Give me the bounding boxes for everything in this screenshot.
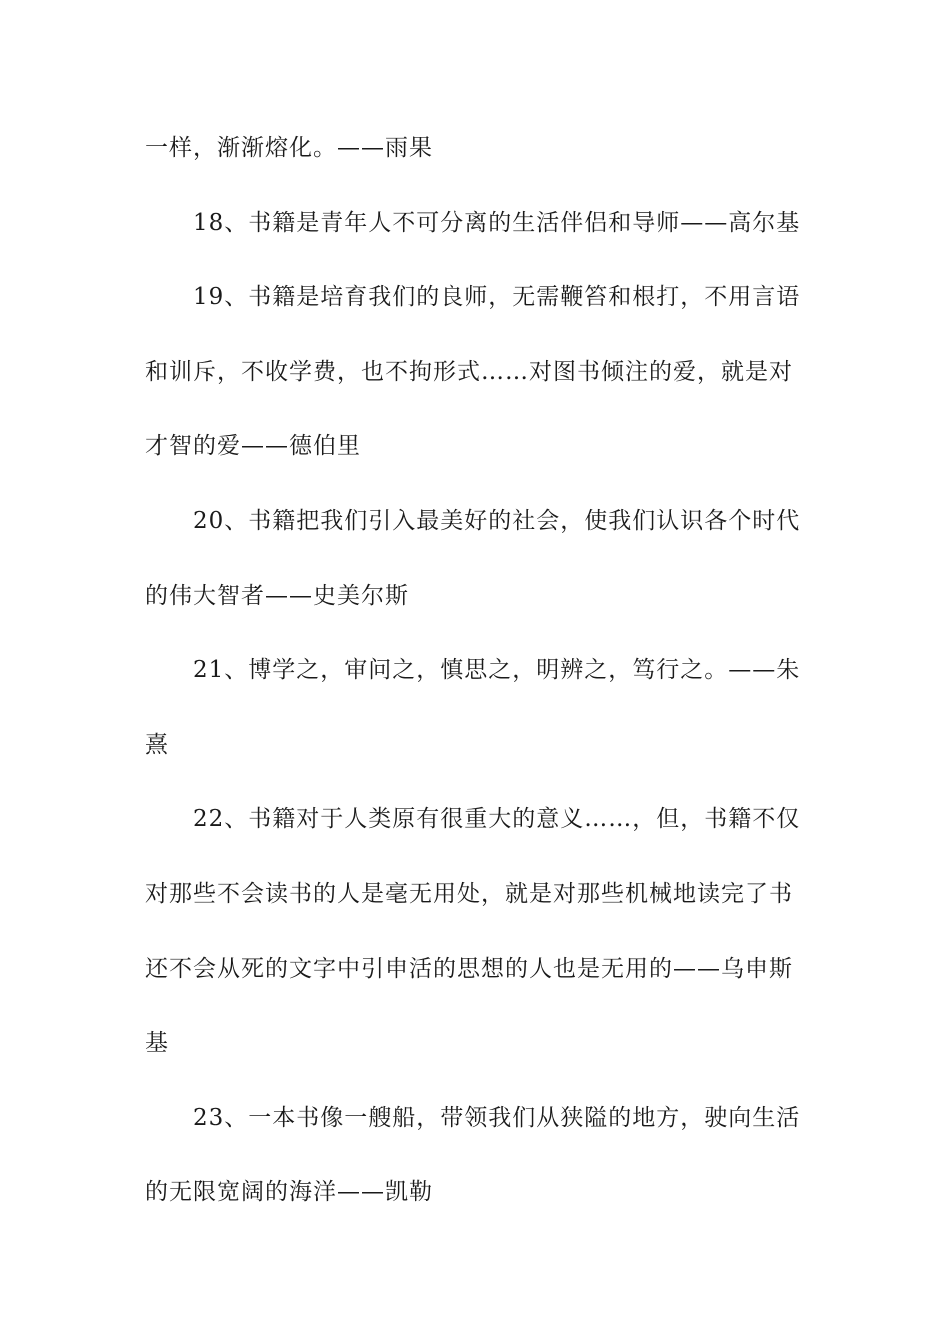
text-line: 一样，渐渐熔化。——雨果 (145, 135, 433, 161)
text-line: 基 (145, 1030, 169, 1057)
quote-18-line: 18、书籍是青年人不可分离的生活伴侣和导师——高尔基 (193, 209, 801, 236)
text-line: 的无限宽阔的海洋——凯勒 (145, 1179, 433, 1206)
quote-21-line: 21、博学之，审问之，慎思之，明辨之，笃行之。——朱 (193, 657, 801, 684)
quote-22-line: 22、书籍对于人类原有很重大的意义……，但，书籍不仅 (193, 806, 801, 833)
text-line: 才智的爱——德伯里 (145, 433, 361, 460)
text-line: 对那些不会读书的人是毫无用处，就是对那些机械地读完了书 (145, 880, 793, 907)
text-line: 和训斥，不收学费，也不拘形式……对图书倾注的爱，就是对 (145, 358, 793, 385)
quote-19-line: 19、书籍是培育我们的良师，无需鞭笞和根打，不用言语 (193, 284, 801, 311)
text-line: 的伟大智者——史美尔斯 (145, 582, 409, 609)
quote-23-line: 23、一本书像一艘船，带领我们从狭隘的地方，驶向生活 (193, 1104, 801, 1131)
quote-20-line: 20、书籍把我们引入最美好的社会，使我们认识各个时代 (193, 507, 801, 534)
document-body (145, 128, 807, 1247)
text-line: 熹 (145, 731, 169, 758)
text-line: 还不会从死的文字中引申活的思想的人也是无用的——乌申斯 (145, 955, 793, 982)
